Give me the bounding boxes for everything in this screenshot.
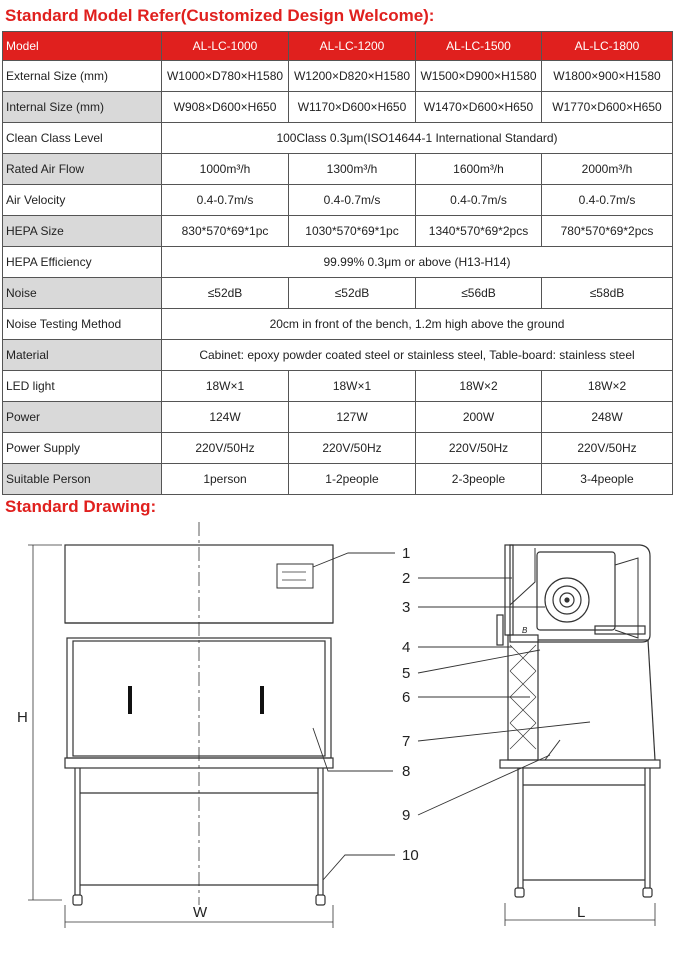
callout-8: 8: [402, 763, 411, 780]
row-value: 18W×1: [289, 371, 416, 402]
row-label: LED light: [3, 371, 162, 402]
row-label: Material: [3, 340, 162, 371]
callout-7: 7: [402, 733, 411, 750]
spec-heading: Standard Model Refer(Customized Design Welcome):: [5, 6, 435, 25]
row-label: Power Supply: [3, 433, 162, 464]
row-value: 2-3people: [416, 464, 542, 495]
dim-h-label: H: [17, 709, 28, 726]
row-value: 1600m³/h: [416, 154, 542, 185]
callout-1: 1: [402, 545, 411, 562]
header-model: AL-LC-1200: [289, 32, 416, 61]
row-value: W1770×D600×H650: [542, 92, 673, 123]
row-label: External Size (mm): [3, 61, 162, 92]
callout-6: 6: [402, 689, 411, 706]
row-value: 1000m³/h: [162, 154, 289, 185]
row-value: 1-2people: [289, 464, 416, 495]
row-label: Power: [3, 402, 162, 433]
row-value: W1000×D780×H1580: [162, 61, 289, 92]
row-label: HEPA Size: [3, 216, 162, 247]
callout-10: 10: [402, 847, 419, 864]
row-value: 127W: [289, 402, 416, 433]
row-value: W1500×D900×H1580: [416, 61, 542, 92]
row-value: 248W: [542, 402, 673, 433]
row-value: 0.4-0.7m/s: [289, 185, 416, 216]
row-label: Air Velocity: [3, 185, 162, 216]
row-value: 0.4-0.7m/s: [416, 185, 542, 216]
dim-w-label: W: [193, 904, 208, 921]
row-value: 220V/50Hz: [289, 433, 416, 464]
row-label: Noise Testing Method: [3, 309, 162, 340]
callout-2: 2: [402, 570, 411, 587]
row-value: W1470×D600×H650: [416, 92, 542, 123]
header-model: AL-LC-1500: [416, 32, 542, 61]
row-value: 1030*570*69*1pc: [289, 216, 416, 247]
row-label: HEPA Efficiency: [3, 247, 162, 278]
row-value-span: Cabinet: epoxy powder coated steel or stainless steel, Table-board: stainless steel: [162, 340, 673, 371]
header-model: AL-LC-1000: [162, 32, 289, 61]
side-view: [418, 545, 660, 926]
row-value-span: 99.99% 0.3μm or above (H13-H14): [162, 247, 673, 278]
row-value: 18W×2: [416, 371, 542, 402]
callout-9: 9: [402, 807, 411, 824]
row-value: 830*570*69*1pc: [162, 216, 289, 247]
row-value: W1800×900×H1580: [542, 61, 673, 92]
row-value: 18W×1: [162, 371, 289, 402]
control-panel: [277, 564, 313, 588]
header-label: Model: [3, 32, 162, 61]
row-value: 2000m³/h: [542, 154, 673, 185]
row-value-span: 20cm in front of the bench, 1.2m high above the ground: [162, 309, 673, 340]
callout-3: 3: [402, 599, 411, 616]
row-value: 200W: [416, 402, 542, 433]
row-value-span: 100Class 0.3μm(ISO14644-1 International Standard): [162, 123, 673, 154]
row-value: 220V/50Hz: [416, 433, 542, 464]
front-view: [28, 522, 395, 928]
dim-l-label: L: [577, 904, 586, 921]
row-value: 220V/50Hz: [162, 433, 289, 464]
row-value: 220V/50Hz: [542, 433, 673, 464]
callout-4: 4: [402, 639, 411, 656]
row-label: Rated Air Flow: [3, 154, 162, 185]
header-model: AL-LC-1800: [542, 32, 673, 61]
row-label: Suitable Person: [3, 464, 162, 495]
row-value: 124W: [162, 402, 289, 433]
row-label: Clean Class Level: [3, 123, 162, 154]
row-value: ≤58dB: [542, 278, 673, 309]
row-value: ≤56dB: [416, 278, 542, 309]
row-value: 18W×2: [542, 371, 673, 402]
row-value: 3-4people: [542, 464, 673, 495]
row-value: W908×D600×H650: [162, 92, 289, 123]
row-value: W1170×D600×H650: [289, 92, 416, 123]
row-label: Noise: [3, 278, 162, 309]
row-value: ≤52dB: [289, 278, 416, 309]
row-value: 1340*570*69*2pcs: [416, 216, 542, 247]
row-value: 1person: [162, 464, 289, 495]
row-value: ≤52dB: [162, 278, 289, 309]
row-value: 0.4-0.7m/s: [162, 185, 289, 216]
callout-5: 5: [402, 665, 411, 682]
marker-b: B: [522, 626, 528, 635]
drawing-heading: Standard Drawing:: [5, 497, 157, 516]
row-value: 780*570*69*2pcs: [542, 216, 673, 247]
row-label: Internal Size (mm): [3, 92, 162, 123]
row-value: 1300m³/h: [289, 154, 416, 185]
row-value: 0.4-0.7m/s: [542, 185, 673, 216]
row-value: W1200×D820×H1580: [289, 61, 416, 92]
